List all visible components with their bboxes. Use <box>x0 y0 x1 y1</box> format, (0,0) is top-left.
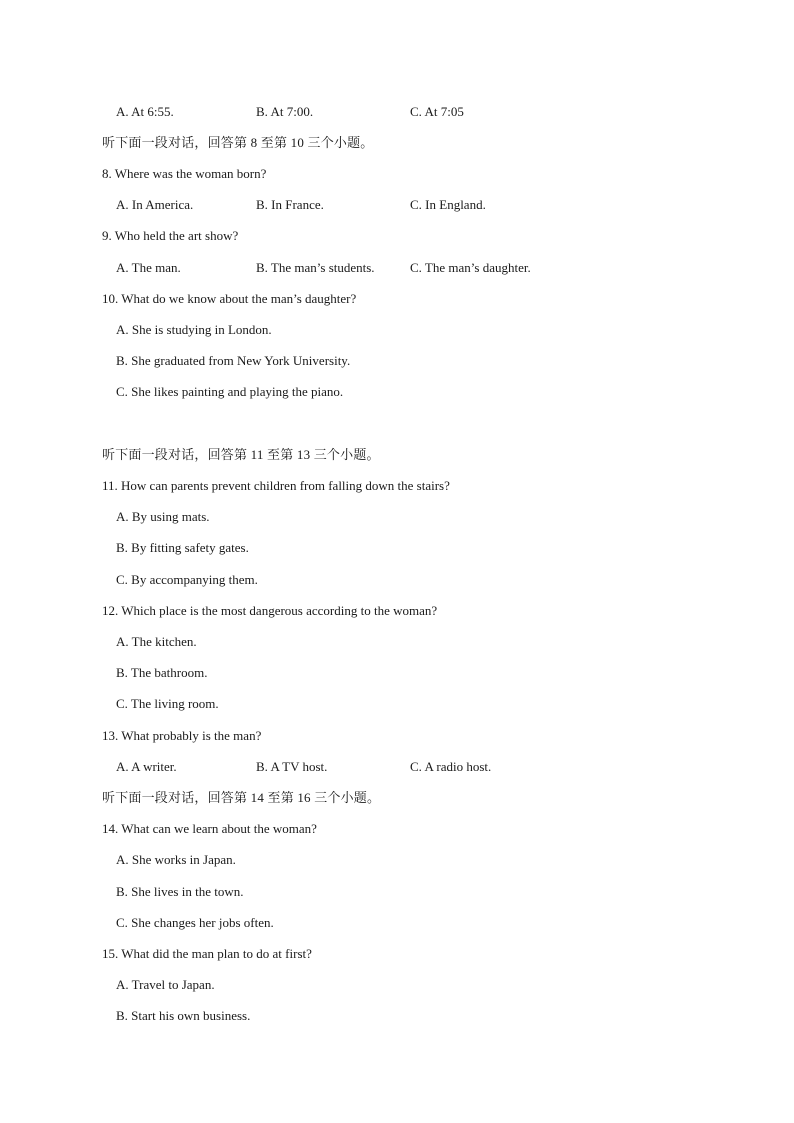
q9-option-b: B. The man’s students. <box>256 260 375 275</box>
q12-question: 12. Which place is the most dangerous according to the woman? <box>102 603 438 618</box>
q13-option-c: C. A radio host. <box>410 759 492 774</box>
q10-question: 10. What do we know about the man’s daughter? <box>102 291 357 306</box>
q14-option-c: C. She changes her jobs often. <box>116 915 274 930</box>
q14-question: 14. What can we learn about the woman? <box>102 821 317 836</box>
q9-option-c: C. The man’s daughter. <box>410 260 531 275</box>
q12-option-b: B. The bathroom. <box>116 665 208 680</box>
q12-option-c: C. The living room. <box>116 696 219 711</box>
q8-option-b: B. In France. <box>256 197 324 212</box>
q14-option-a: A. She works in Japan. <box>116 852 236 867</box>
section-instruction-14-16: 听下面一段对话，回答第 14 至第 16 三个小题。 <box>102 790 381 805</box>
q10-option-b: B. She graduated from New York University. <box>116 353 351 368</box>
q15-option-a: A. Travel to Japan. <box>116 977 215 992</box>
q9-question: 9. Who held the art show? <box>102 228 239 243</box>
q9-option-a: A. The man. <box>116 260 181 275</box>
section-instruction-8-10: 听下面一段对话，回答第 8 至第 10 三个小题。 <box>102 135 374 150</box>
q13-option-a: A. A writer. <box>116 759 177 774</box>
q13-question: 13. What probably is the man? <box>102 728 262 743</box>
q10-option-a: A. She is studying in London. <box>116 322 272 337</box>
section-instruction-11-13: 听下面一段对话，回答第 11 至第 13 三个小题。 <box>102 447 380 462</box>
q7-option-a: A. At 6:55. <box>116 104 174 119</box>
q11-option-c: C. By accompanying them. <box>116 572 258 587</box>
q8-question: 8. Where was the woman born? <box>102 166 267 181</box>
q11-option-b: B. By fitting safety gates. <box>116 540 249 555</box>
q15-question: 15. What did the man plan to do at first? <box>102 946 312 961</box>
q15-option-b: B. Start his own business. <box>116 1008 251 1023</box>
q7-option-c: C. At 7:05 <box>410 104 464 119</box>
q11-option-a: A. By using mats. <box>116 509 210 524</box>
q12-option-a: A. The kitchen. <box>116 634 197 649</box>
q11-question: 11. How can parents prevent children from falling down the stairs? <box>102 478 450 493</box>
q8-option-c: C. In England. <box>410 197 486 212</box>
q7-option-b: B. At 7:00. <box>256 104 314 119</box>
q10-option-c: C. She likes painting and playing the piano. <box>116 384 344 399</box>
q14-option-b: B. She lives in the town. <box>116 884 244 899</box>
q13-option-b: B. A TV host. <box>256 759 328 774</box>
q8-option-a: A. In America. <box>116 197 194 212</box>
